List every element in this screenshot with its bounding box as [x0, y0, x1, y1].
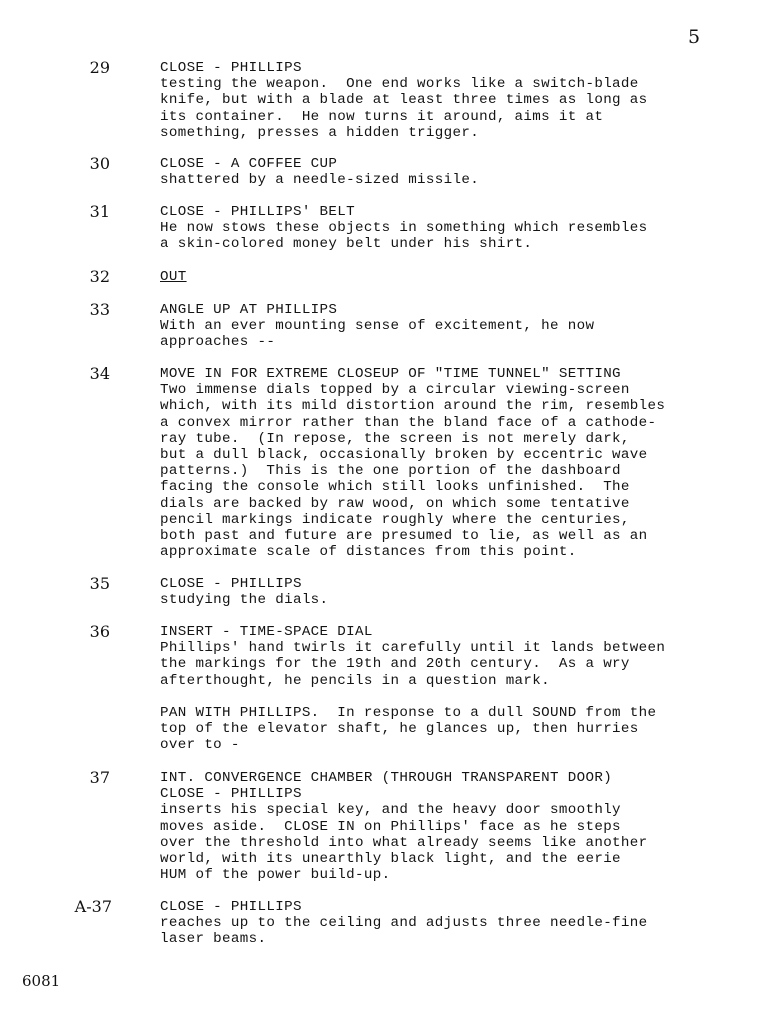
- scene-body: [160, 899, 740, 948]
- scene-line: ray tube. (In repose, the screen is not merely dark,: [160, 430, 630, 447]
- scene-body: [160, 269, 740, 285]
- scene-line: With an ever mounting sense of excitement, he now: [160, 318, 595, 335]
- scene-heading: INSERT - TIME-SPACE DIAL: [160, 624, 373, 640]
- scene-line: Two immense dials topped by a circular viewing-screen: [160, 382, 630, 399]
- scene-line: knife, but with a blade at least three times as long as: [160, 92, 648, 109]
- scene-subheading: CLOSE - PHILLIPS: [160, 786, 302, 803]
- scene-number: 32: [89, 267, 110, 286]
- scene-line: HUM of the power build-up.: [160, 867, 391, 884]
- scene-number: A-37: [74, 897, 112, 916]
- scene-line: laser beams.: [160, 931, 267, 948]
- scene-line: reaches up to the ceiling and adjusts three needle-fine: [160, 915, 648, 932]
- scene-line: Phillips' hand twirls it carefully until it lands between: [160, 640, 666, 657]
- scene-body: [160, 156, 740, 188]
- scene-heading: CLOSE - PHILLIPS: [160, 576, 302, 592]
- scene-body: [160, 770, 740, 883]
- scene-line: but a dull black, occasionally broken by eccentric wave: [160, 446, 648, 463]
- scene-line: over the threshold into what already seems like another: [160, 834, 648, 851]
- scene-line: pencil markings indicate roughly where the centuries,: [160, 511, 630, 528]
- scene-number: 29: [89, 58, 110, 77]
- scene-line: which, with its mild distortion around the rim, resembles: [160, 398, 666, 415]
- scene-line: its container. He now turns it around, aims it at: [160, 108, 604, 125]
- scene-number: 33: [89, 300, 110, 319]
- scene-body: [160, 705, 740, 754]
- scene-number: 30: [89, 154, 110, 173]
- scene-number: 35: [89, 574, 110, 593]
- scene-body: [160, 366, 740, 560]
- scene-line: afterthought, he pencils in a question mark.: [160, 672, 551, 689]
- scene-line: inserts his special key, and the heavy door smoothly: [160, 802, 621, 819]
- scene-heading: CLOSE - PHILLIPS: [160, 899, 302, 915]
- scene-line: studying the dials.: [160, 592, 329, 609]
- scene-heading: MOVE IN FOR EXTREME CLOSEUP OF "TIME TUNNEL" SETTING: [160, 366, 621, 382]
- scene-body: [160, 60, 740, 141]
- scene-line: world, with its unearthly black light, and the eerie: [160, 850, 621, 867]
- scene-heading: CLOSE - A COFFEE CUP: [160, 156, 338, 172]
- scene-number: 36: [89, 622, 110, 641]
- scene-heading: CLOSE - PHILLIPS' BELT: [160, 204, 356, 220]
- scene-line: patterns.) This is the one portion of the dashboard: [160, 463, 621, 480]
- scene-line: a convex mirror rather than the bland face of a cathode-: [160, 414, 657, 431]
- page-number: 5: [688, 26, 701, 48]
- scene-body: [160, 624, 740, 689]
- scene-heading: CLOSE - PHILLIPS: [160, 60, 302, 76]
- scene-heading: INT. CONVERGENCE CHAMBER (THROUGH TRANSPARENT DOOR): [160, 770, 613, 786]
- scene-heading: ANGLE UP AT PHILLIPS: [160, 302, 338, 318]
- scene-line: facing the console which still looks unfinished. The: [160, 479, 630, 496]
- scene-line: over to -: [160, 737, 240, 754]
- scene-line: PAN WITH PHILLIPS. In response to a dull SOUND from the: [160, 705, 657, 721]
- scene-line: top of the elevator shaft, he glances up, then hurries: [160, 721, 639, 738]
- scene-body: [160, 204, 740, 253]
- scene-line: testing the weapon. One end works like a switch-blade: [160, 76, 639, 93]
- footer-production-code: 6081: [22, 972, 61, 990]
- scene-line: approximate scale of distances from this point.: [160, 544, 577, 561]
- scene-line: a skin-colored money belt under his shirt.: [160, 236, 533, 253]
- scene-body: [160, 576, 740, 608]
- scene-number: 31: [89, 202, 110, 221]
- scene-line: the markings for the 19th and 20th century. As a wry: [160, 656, 630, 673]
- scene-line: something, presses a hidden trigger.: [160, 124, 480, 141]
- scene-line: He now stows these objects in something which resembles: [160, 220, 648, 237]
- scene-number: 37: [89, 768, 110, 787]
- scene-number: 34: [89, 364, 110, 383]
- scene-line: moves aside. CLOSE IN on Phillips' face as he steps: [160, 818, 621, 835]
- scene-body: [160, 302, 740, 351]
- scene-line: approaches --: [160, 334, 276, 351]
- scene-line: shattered by a needle-sized missile.: [160, 172, 480, 189]
- scene-line: dials are backed by raw wood, on which some tentative: [160, 495, 630, 512]
- scene-heading-out: OUT: [160, 269, 187, 285]
- scene-line: both past and future are presumed to lie, as well as an: [160, 527, 648, 544]
